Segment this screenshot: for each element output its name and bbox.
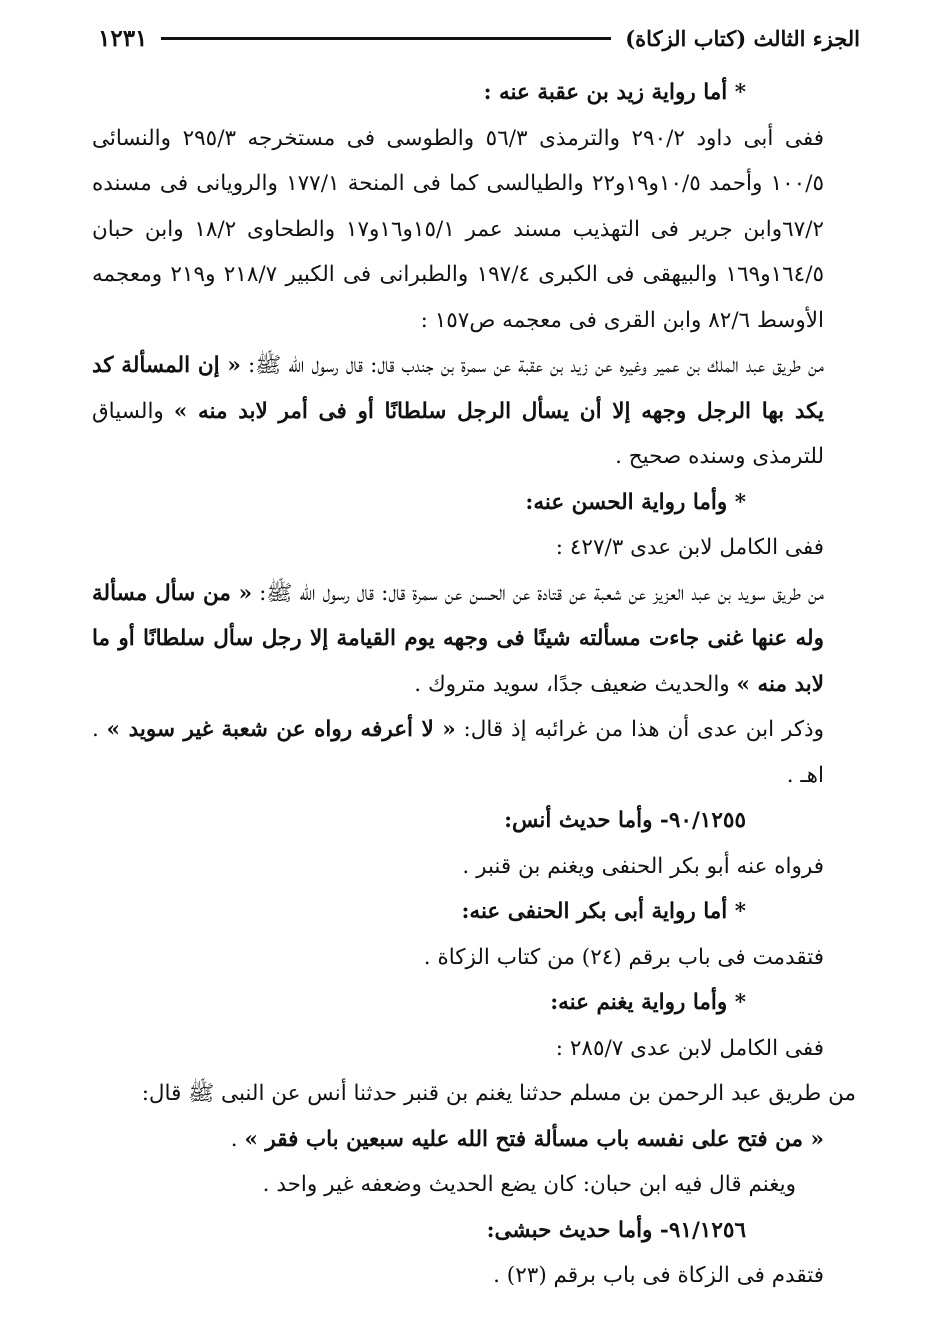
header-rule xyxy=(161,37,611,40)
paragraph-sources-zaid: ففى أبى داود ٢٩٠/٢ والترمذى ٥٦/٣ والطوسى فى مستخرجه ٢٩٥/٣ والنسائى ١٠٠/٥ وأحمد ١٠/٥و١٩و٢٢ والطيالسى كما فى المنحة ١٧٧/١ والرويانى فى مسنده ٦٧/٢وابن جرير فى التهذيب مسند عمر ١٥/١و١٦و١٧ والطحاوى ١٨/٢ وابن حبان ١٦٤/٥و١٦٩ والبيهقى فى الكبرى ١٩٧/٤ والطبرانى فى الكبير ٢١٨/٧ و٢١٩ ومعجمه الأوسط ٨٢/٦ وابن القرى فى معجمه ص١٥٧ : xyxy=(92,125,825,333)
section-heading-habashi: ٩١/١٢٥٦- وأما حديث حبشى: xyxy=(486,1217,746,1243)
paragraph-chain-yaghnam: من طريق عبد الرحمن بن مسلم حدثنا يغنم بن قنبر حدثنا أنس عن النبى ﷺ قال: xyxy=(141,1081,856,1106)
paragraph-hadith-samura xyxy=(92,343,856,480)
paragraph-abu-bakr: فتقدمت فى باب برقم (٢٤) من كتاب الزكاة . xyxy=(423,944,824,970)
narration-chain: من طريق سويد بن عبد العزيز عن شعبة عن قتادة عن الحسن عن سمرة قال: قال رسول الله ﷺ: xyxy=(252,580,824,606)
paragraph-ibn-hibban: ويغنم قال فيه ابن حبان: كان يضع الحديث وضعفه غير واحد . xyxy=(262,1172,796,1197)
paragraph-hadith-yaghnam xyxy=(92,1117,856,1163)
narration-note: . اهـ . xyxy=(92,717,824,788)
paragraph-source-kamil-2: ففى الكامل لابن عدى ٢٨٥/٧ : xyxy=(555,1035,824,1061)
narration-note: . xyxy=(230,1126,245,1152)
hadith-quote: « إن المسألة كد يكد بها الرجل وجهه إلا أن يسأل الرجل سلطانًا أو فى أمر لابد منه » xyxy=(92,353,824,424)
section-heading-yaghnam: * وأما رواية يغنم عنه: xyxy=(550,990,746,1015)
hadith-quote: « من فتح على نفسه باب مسألة فتح الله عليه سبعين باب فقر » xyxy=(244,1126,824,1152)
narration-note: والحديث ضعيف جدًا، سويد متروك . xyxy=(414,671,737,697)
paragraph-source-kamil: ففى الكامل لابن عدى ٤٢٧/٣ : xyxy=(555,535,824,560)
section-heading-anas: ٩٠/١٢٥٥- وأما حديث أنس: xyxy=(504,808,746,833)
section-heading-hasan: * وأما رواية الحسن عنه: xyxy=(525,489,746,515)
paragraph-hadith-suwaid xyxy=(92,571,856,708)
page-header xyxy=(98,18,860,58)
page-body xyxy=(92,70,856,1299)
paragraph-anas-narrators: فرواه عنه أبو بكر الحنفى ويغنم بن قنبر . xyxy=(462,853,824,879)
narration-chain: وذكر ابن عدى أن هذا من غرائبه إذ قال: xyxy=(455,717,825,742)
narration-chain: من طريق عبد الملك بن عمير وغيره عن زيد بن عقبة عن سمرة بن جندب قال: قال رسول الله ﷺ: xyxy=(240,353,824,378)
page-number: ١٢٣١ xyxy=(98,24,148,52)
paragraph-ibn-adi xyxy=(92,707,856,798)
paragraph-habashi: فتقدم فى الزكاة فى باب برقم (٢٣) . xyxy=(493,1263,824,1288)
section-heading-zaid: * أما رواية زيد بن عقبة عنه : xyxy=(483,80,746,105)
running-title: الجزء الثالث (كتاب الزكاة) xyxy=(625,25,860,51)
section-heading-abu-bakr: * أما رواية أبى بكر الحنفى عنه: xyxy=(461,899,746,924)
narration-note: والسياق للترمذى وسنده صحيح . xyxy=(92,398,824,469)
hadith-quote: « من سأل مسألة وله عنها غنى جاءت مسألته شينًا فى وجهه يوم القيامة إلا رجل سأل سلطانًا أو ما لابد منه » xyxy=(92,580,824,697)
hadith-quote: « لا أعرفه رواه عن شعبة غير سويد » xyxy=(106,717,456,742)
